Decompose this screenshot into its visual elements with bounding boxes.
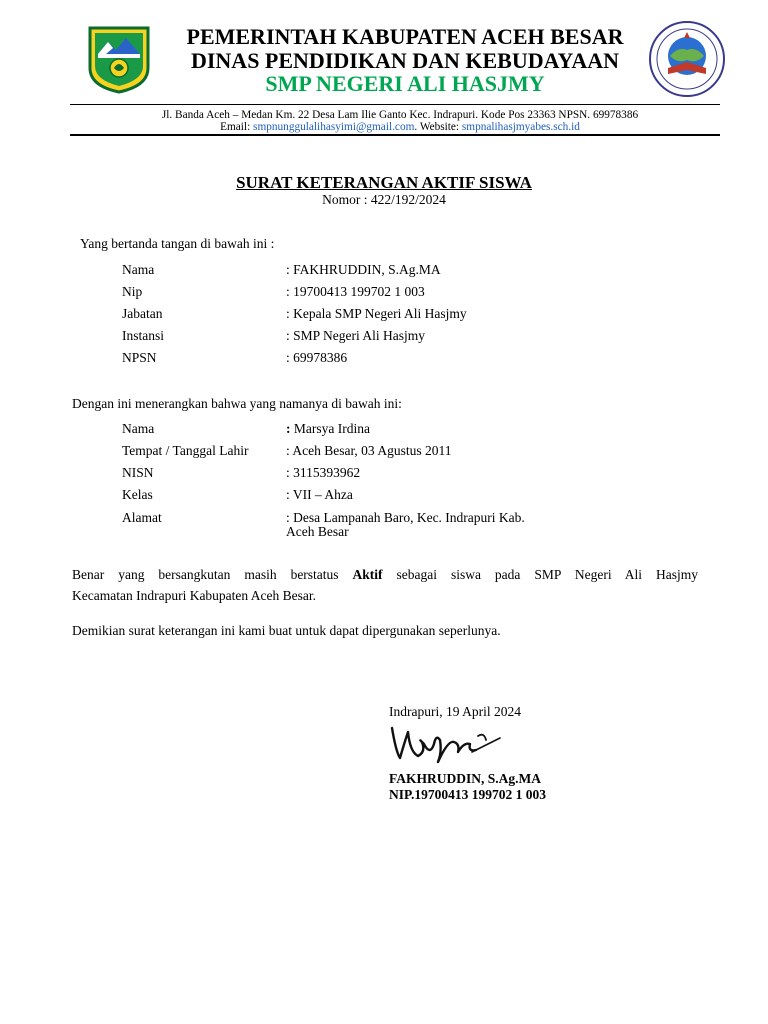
body-paragraph-line2: Kecamatan Indrapuri Kabupaten Aceh Besar. bbox=[72, 588, 317, 603]
field-label: Kelas bbox=[122, 487, 153, 502]
field-value: : Kepala SMP Negeri Ali Hasjmy bbox=[286, 306, 467, 321]
field-value: Aceh Besar bbox=[286, 524, 349, 539]
signer-name: FAKHRUDDIN, S.Ag.MA bbox=[389, 771, 541, 786]
field-value: : VII – Ahza bbox=[286, 487, 353, 502]
field-label: Instansi bbox=[122, 328, 164, 343]
email-link[interactable]: smpnunggulalihasyimi@gmail.com bbox=[253, 121, 415, 133]
field-colon: : bbox=[286, 421, 291, 436]
regency-emblem-logo bbox=[86, 24, 152, 94]
website-label: . Website: bbox=[414, 121, 460, 133]
field-label: Nama bbox=[122, 421, 155, 436]
field-label: Nip bbox=[122, 284, 143, 299]
body-text: sebagai siswa pada SMP Negeri Ali Hasjmy bbox=[382, 567, 699, 582]
intro-text: Yang bertanda tangan di bawah ini : bbox=[80, 236, 275, 251]
body-text: Benar yang bersangkutan masih berstatus bbox=[72, 567, 353, 582]
header-government: PEMERINTAH KABUPATEN ACEH BESAR bbox=[186, 24, 624, 49]
field-label: NPSN bbox=[122, 350, 157, 365]
field-label: Tempat / Tanggal Lahir bbox=[122, 443, 249, 458]
field-value: : FAKHRUDDIN, S.Ag.MA bbox=[286, 262, 441, 277]
student-name: Marsya Irdina bbox=[290, 421, 370, 436]
field-value: : 19700413 199702 1 003 bbox=[286, 284, 425, 299]
statement-text: Dengan ini menerangkan bahwa yang namanya di bawah ini: bbox=[72, 396, 402, 411]
field-label: Alamat bbox=[122, 510, 162, 525]
field-value: : 3115393962 bbox=[286, 465, 361, 480]
place-date: Indrapuri, 19 April 2024 bbox=[389, 704, 521, 719]
header-school-name: SMP NEGERI ALI HASJMY bbox=[265, 71, 545, 96]
email-label: Email: bbox=[220, 121, 251, 133]
field-label: Nama bbox=[122, 262, 155, 277]
header-divider-top bbox=[70, 104, 720, 105]
field-label: NISN bbox=[122, 465, 154, 480]
field-value: : Desa Lampanah Baro, Kec. Indrapuri Kab. bbox=[286, 510, 525, 525]
website-link[interactable]: smpnalihasjmyabes.sch.id bbox=[461, 121, 580, 133]
handwritten-signature bbox=[388, 722, 508, 770]
header-contact bbox=[130, 121, 670, 133]
field-value: : 69978386 bbox=[286, 350, 348, 365]
signer-nip: NIP.19700413 199702 1 003 bbox=[389, 787, 547, 802]
field-value: : SMP Negeri Ali Hasjmy bbox=[286, 328, 426, 343]
field-value: : Aceh Besar, 03 Agustus 2011 bbox=[286, 443, 452, 458]
status-aktif: Aktif bbox=[352, 567, 383, 582]
body-paragraph-line1 bbox=[72, 564, 698, 586]
document-number: Nomor : 422/192/2024 bbox=[322, 192, 446, 207]
field-value bbox=[286, 421, 370, 437]
closing-text: Demikian surat keterangan ini kami buat untuk dapat dipergunakan seperlunya. bbox=[72, 623, 501, 638]
field-label: Jabatan bbox=[122, 306, 163, 321]
header-divider-bottom bbox=[70, 134, 720, 136]
school-seal-logo bbox=[648, 20, 726, 98]
document-title: SURAT KETERANGAN AKTIF SISWA bbox=[236, 173, 532, 192]
header-address: Jl. Banda Aceh – Medan Km. 22 Desa Lam Ilie Ganto Kec. Indrapuri. Kode Pos 23363 NPSN. 69978386 bbox=[161, 109, 639, 121]
header-department: DINAS PENDIDIKAN DAN KEBUDAYAAN bbox=[190, 48, 620, 73]
